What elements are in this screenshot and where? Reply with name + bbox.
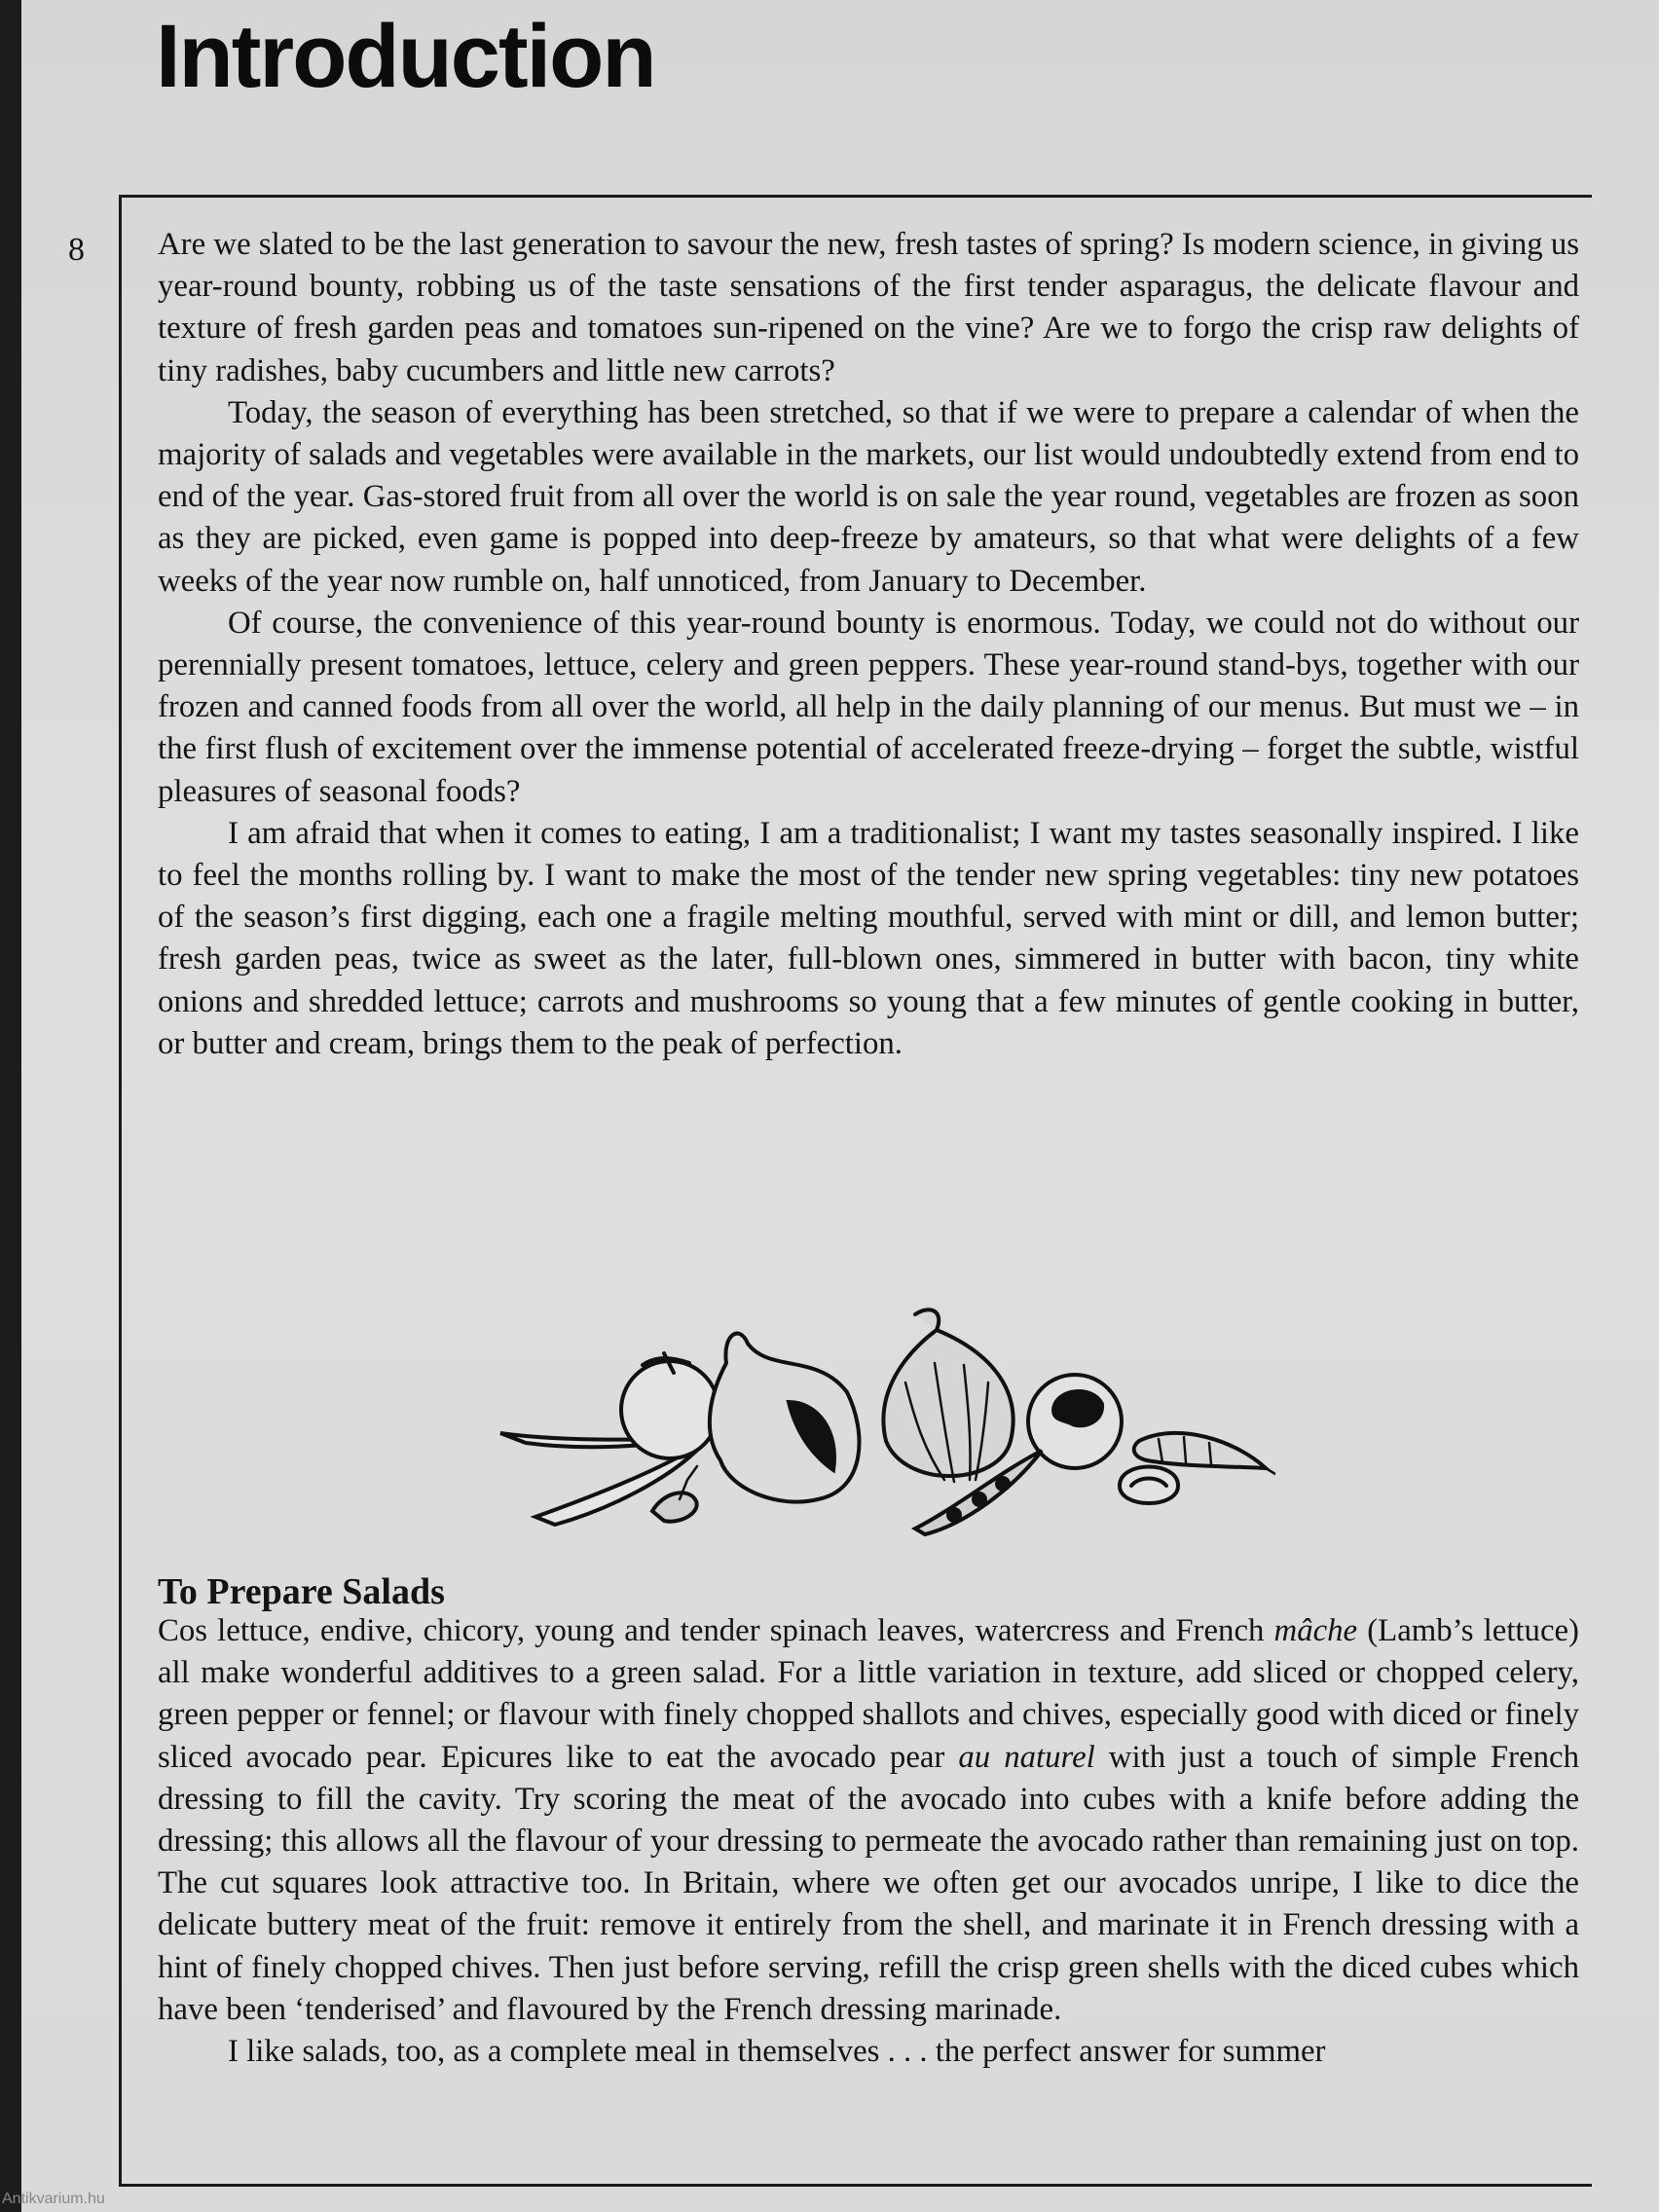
intro-paragraph-2: Today, the season of everything has been stretched, so that if we were to prepare a calendar of when the majority of salads and vegetables were available in the markets, our list would undoubtedly extend from end to end of the year. Gas-stored fruit from all over the world is on sale the year round, vegetables are frozen as soon as they are picked, even game is popped into deep-freeze by amateurs, so that what were delights of a few weeks of the year now rumble on, half unnoticed, from January to December. xyxy=(158,394,1579,599)
intro-paragraph-4: I am afraid that when it comes to eating, I am a traditionalist; I want my tastes seasonally inspired. I like to feel the months rolling by. I want to make the most of the tender new spring vegetables: tiny new potatoes of the season’s first digging, each one a fragile melting mouthful, served with mint or dill, and lemon butter; fresh garden peas, twice as sweet as the later, full-blown ones, simmered in butter with bacon, tiny white onions and shredded lettuce; carrots and mushrooms so young that a few minutes of gentle cooking in butter, or butter and cream, brings them to the peak of perfection. xyxy=(158,815,1579,1061)
intro-paragraph-3: Of course, the convenience of this year-round bounty is enormous. Today, we could not do without our perennially present tomatoes, lettuce, celery and green peppers. These year-round stand-bys, together with our frozen and canned foods from all over the world, all help in the daily planning of our menus. But must we – in the first flush of excitement over the immense potential of accelerated freeze-drying – forget the subtle, wistful pleasures of seasonal foods? xyxy=(158,605,1579,809)
section-heading: To Prepare Salads xyxy=(158,1571,445,1612)
au-naturel-term: au naturel xyxy=(958,1739,1095,1775)
salads-text-part-1: Cos lettuce, endive, chicory, young and tender spinach leaves, watercress and French xyxy=(158,1613,1274,1648)
salads-paragraph-2: I like salads, too, as a complete meal in themselves . . . the perfect answer for summer xyxy=(228,2034,1326,2070)
salads-text-part-2: (Lamb’s lettuce) all make wonderful additives to a green salad. For a little variation in texture, add sliced or chopped celery, green pepper or fennel; or flavour with finely chopped shallots and chives, especially good with diced or finely sliced avocado pear. Epicures like to eat the avocado pear xyxy=(158,1613,1579,1775)
mache-term: mâche xyxy=(1273,1613,1358,1648)
intro-paragraph-1: Are we slated to be the last generation to savour the new, fresh tastes of spring? Is modern science, in giving us year-round bounty, robbing us of the taste sensations of the first tender asparagus, the delicate flavour and texture of fresh garden peas and tomatoes sun-ripened on the vine? Are we to forgo the crisp raw delights of tiny radishes, baby cucumbers and little new carrots? xyxy=(158,227,1579,388)
book-spine xyxy=(0,0,21,2212)
vegetables-illustration-icon xyxy=(497,1295,1275,1558)
salads-paragraph-1 xyxy=(158,1610,1579,2031)
page-number: 8 xyxy=(68,232,85,268)
watermark: Antikvarium.hu xyxy=(2,2191,105,2207)
salads-text-part-3: with just a touch of simple French dressing to fill the cavity. Try scoring the meat of the avocado into cubes with a knife before adding the dressing; this allows all the flavour of your dressing to permeate the avocado rather than remaining just on top. The cut squares look attractive too. In Britain, where we often get our avocados unripe, I like to dice the delicate buttery meat of the fruit: remove it entirely from the shell, and marinate it in French dressing with a hint of finely chopped chives. Then just before serving, refill the crisp green shells with the diced cubes which have been ‘tenderised’ and flavoured by the French dressing marinade. xyxy=(158,1739,1579,2027)
page-title: Introduction xyxy=(156,7,655,106)
salads-text xyxy=(158,1610,1579,2073)
intro-text xyxy=(158,224,1579,1065)
